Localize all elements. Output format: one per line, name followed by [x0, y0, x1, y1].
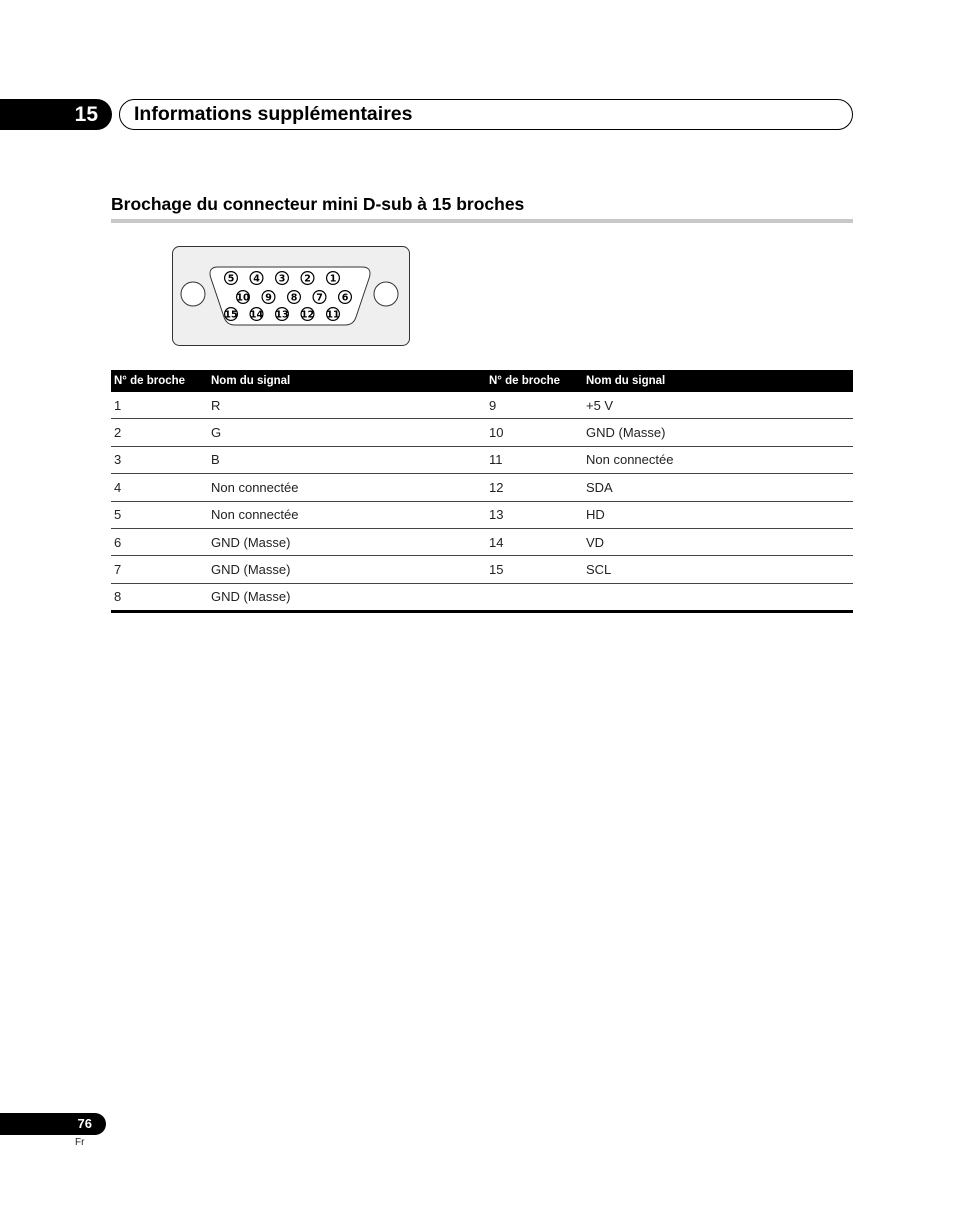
pin-label: 7 [316, 292, 323, 304]
pin-number: 7 [111, 556, 208, 583]
pin-label: 4 [253, 273, 260, 285]
pin-number [486, 583, 583, 611]
pin-label: 2 [304, 273, 311, 285]
d-sub-connector-diagram [172, 246, 410, 346]
pin-number: 3 [111, 446, 208, 473]
table-row [111, 392, 853, 419]
page-number: 76 [77, 1116, 92, 1131]
signal-name: VD [583, 528, 853, 555]
pin-number: 2 [111, 419, 208, 446]
signal-name: SDA [583, 474, 853, 501]
pin-label: 10 [236, 292, 250, 304]
table-row [111, 474, 853, 501]
chapter-number: 15 [74, 103, 98, 126]
table-row [111, 528, 853, 555]
table-row [111, 446, 853, 473]
section-divider [111, 219, 853, 223]
pin-number: 1 [111, 392, 208, 419]
language-code: Fr [75, 1137, 85, 1148]
mounting-hole-left [181, 282, 205, 306]
header-signal-name-2: Nom du signal [583, 370, 853, 392]
signal-name: R [208, 392, 486, 419]
chapter-title: Informations supplémentaires [134, 103, 413, 125]
signal-name: GND (Masse) [208, 556, 486, 583]
pin-label: 3 [278, 273, 286, 285]
pin-label: 8 [290, 292, 298, 304]
table-row [111, 556, 853, 583]
pin-label: 1 [329, 273, 337, 285]
pin-label: 11 [326, 309, 340, 321]
signal-name: Non connectée [583, 446, 853, 473]
pin-number: 15 [486, 556, 583, 583]
signal-name: G [208, 419, 486, 446]
header-pin-number-2: N° de broche [486, 370, 583, 392]
mounting-hole-right [374, 282, 398, 306]
pin-number: 4 [111, 474, 208, 501]
signal-name: GND (Masse) [208, 583, 486, 611]
connector-svg [172, 246, 410, 346]
pin-number: 8 [111, 583, 208, 611]
section-title: Brochage du connecteur mini D-sub à 15 broches [111, 194, 525, 214]
table-header-row [111, 370, 853, 392]
pin-number: 13 [486, 501, 583, 528]
header-pin-number-1: N° de broche [111, 370, 208, 392]
signal-name: B [208, 446, 486, 473]
pin-number: 12 [486, 474, 583, 501]
pin-label: 13 [275, 309, 289, 321]
signal-name: SCL [583, 556, 853, 583]
signal-name: GND (Masse) [583, 419, 853, 446]
pinout-table [111, 370, 853, 613]
pin-number: 9 [486, 392, 583, 419]
signal-name: Non connectée [208, 474, 486, 501]
chapter-tab [0, 99, 112, 130]
signal-name: Non connectée [208, 501, 486, 528]
signal-name: GND (Masse) [208, 528, 486, 555]
header-signal-name-1: Nom du signal [208, 370, 486, 392]
pin-label: 5 [227, 273, 235, 285]
signal-name [583, 583, 853, 611]
table-row [111, 583, 853, 611]
pin-number: 14 [486, 528, 583, 555]
pin-number: 6 [111, 528, 208, 555]
pin-label: 9 [265, 292, 272, 304]
table-row [111, 501, 853, 528]
pin-number: 11 [486, 446, 583, 473]
pin-label: 14 [249, 309, 264, 321]
chapter-title-box [119, 99, 853, 130]
pin-number: 10 [486, 419, 583, 446]
pin-label: 12 [300, 309, 315, 321]
pin-label: 6 [341, 292, 349, 304]
signal-name: HD [583, 501, 853, 528]
signal-name: +5 V [583, 392, 853, 419]
pin-label: 15 [224, 309, 238, 321]
table-row [111, 419, 853, 446]
pin-number: 5 [111, 501, 208, 528]
page-number-tab [0, 1113, 106, 1135]
